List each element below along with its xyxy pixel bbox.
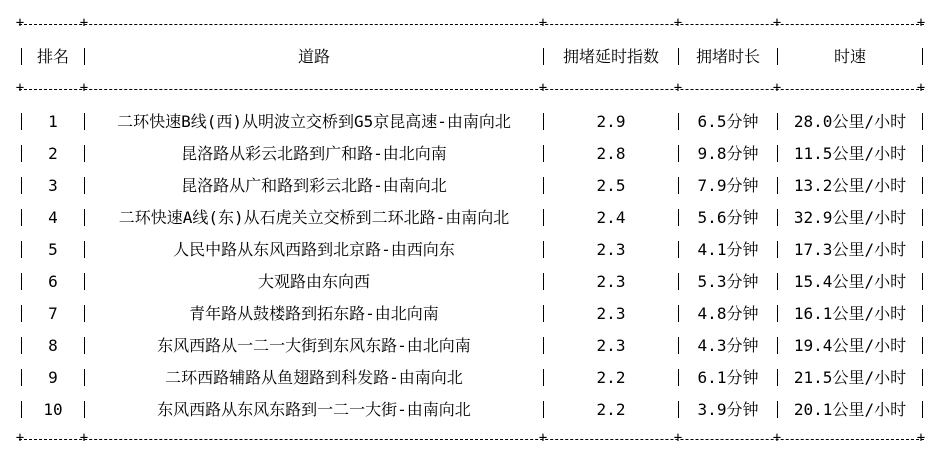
corner-plus: + xyxy=(79,430,89,446)
road-cell: 大观路由东向西 xyxy=(257,272,370,291)
table-row xyxy=(0,394,941,426)
table-row xyxy=(0,106,941,138)
corner-plus: + xyxy=(79,15,89,31)
rank-cell: 5 xyxy=(48,240,58,259)
column-divider xyxy=(922,209,923,226)
table-row xyxy=(0,330,941,362)
duration-cell: 6.1分钟 xyxy=(697,368,759,387)
speed-cell: 28.0公里/小时 xyxy=(793,112,907,131)
delay-index-cell: 2.9 xyxy=(596,112,626,131)
bottom-border xyxy=(15,430,926,453)
rank-cell: 3 xyxy=(48,176,58,195)
column-divider xyxy=(922,48,923,65)
rank-cell: 8 xyxy=(48,336,58,355)
speed-cell: 19.4公里/小时 xyxy=(793,336,907,355)
road-cell: 青年路从鼓楼路到拓东路-由北向南 xyxy=(189,304,439,323)
delay-index-cell: 2.2 xyxy=(596,368,626,387)
speed-cell: 17.3公里/小时 xyxy=(793,240,907,259)
road-cell: 二环快速B线(西)从明波立交桥到G5京昆高速-由南向北 xyxy=(117,112,511,131)
header-row xyxy=(0,41,941,73)
duration-cell: 4.3分钟 xyxy=(697,336,759,355)
delay-index-cell: 2.8 xyxy=(596,144,626,163)
duration-cell: 9.8分钟 xyxy=(697,144,759,163)
dashed-line xyxy=(19,24,924,25)
column-divider xyxy=(922,241,923,258)
corner-plus: + xyxy=(15,15,25,31)
duration-cell: 5.3分钟 xyxy=(697,272,759,291)
speed-cell: 11.5公里/小时 xyxy=(793,144,907,163)
column-divider xyxy=(922,337,923,354)
delay-index-cell: 2.3 xyxy=(596,304,626,323)
duration-cell: 6.5分钟 xyxy=(697,112,759,131)
table-row xyxy=(0,138,941,170)
corner-plus: + xyxy=(916,430,926,446)
duration-cell: 3.9分钟 xyxy=(697,400,759,419)
duration-cell: 5.6分钟 xyxy=(697,208,759,227)
delay-index-cell: 2.5 xyxy=(596,176,626,195)
rank-cell: 9 xyxy=(48,368,58,387)
corner-plus: + xyxy=(772,15,782,31)
table-row xyxy=(0,170,941,202)
table-row xyxy=(0,202,941,234)
rank-cell: 4 xyxy=(48,208,58,227)
delay-index-cell: 拥堵延时指数 xyxy=(562,47,659,66)
speed-cell: 13.2公里/小时 xyxy=(793,176,907,195)
road-cell: 东风西路从一二一大街到东风东路-由北向南 xyxy=(157,336,471,355)
table-row xyxy=(0,362,941,394)
road-cell: 昆洛路从彩云北路到广和路-由北向南 xyxy=(181,144,447,163)
table-row xyxy=(0,234,941,266)
rank-cell: 6 xyxy=(48,272,58,291)
column-divider xyxy=(922,177,923,194)
rank-cell: 7 xyxy=(48,304,58,323)
table-row xyxy=(0,266,941,298)
corner-plus: + xyxy=(772,430,782,446)
road-cell: 二环西路辅路从鱼翅路到科发路-由南向北 xyxy=(165,368,463,387)
road-cell: 二环快速A线(东)从石虎关立交桥到二环北路-由南向北 xyxy=(118,208,510,227)
road-cell: 东风西路从东风东路到一二一大街-由南向北 xyxy=(157,400,471,419)
speed-cell: 时速 xyxy=(833,47,866,66)
corner-plus: + xyxy=(673,80,683,96)
rank-cell: 10 xyxy=(43,400,63,419)
column-divider xyxy=(922,305,923,322)
column-divider xyxy=(922,273,923,290)
corner-plus: + xyxy=(916,80,926,96)
table-row xyxy=(0,298,941,330)
header-separator xyxy=(15,80,926,103)
corner-plus: + xyxy=(79,80,89,96)
dashed-line xyxy=(19,89,924,90)
rank-cell: 排名 xyxy=(36,47,69,66)
corner-plus: + xyxy=(15,430,25,446)
top-border xyxy=(15,15,926,38)
road-cell: 人民中路从东风西路到北京路-由西向东 xyxy=(173,240,455,259)
road-cell: 道路 xyxy=(297,47,330,66)
corner-plus: + xyxy=(538,15,548,31)
column-divider xyxy=(922,401,923,418)
corner-plus: + xyxy=(538,430,548,446)
delay-index-cell: 2.4 xyxy=(596,208,626,227)
speed-cell: 15.4公里/小时 xyxy=(793,272,907,291)
corner-plus: + xyxy=(673,15,683,31)
column-divider xyxy=(922,369,923,386)
dashed-line xyxy=(19,439,924,440)
duration-cell: 4.8分钟 xyxy=(697,304,759,323)
duration-cell: 4.1分钟 xyxy=(697,240,759,259)
column-divider xyxy=(922,145,923,162)
corner-plus: + xyxy=(673,430,683,446)
corner-plus: + xyxy=(15,80,25,96)
road-cell: 昆洛路从广和路到彩云北路-由南向北 xyxy=(181,176,447,195)
delay-index-cell: 2.3 xyxy=(596,336,626,355)
duration-cell: 7.9分钟 xyxy=(697,176,759,195)
rank-cell: 1 xyxy=(48,112,58,131)
delay-index-cell: 2.3 xyxy=(596,272,626,291)
speed-cell: 16.1公里/小时 xyxy=(793,304,907,323)
corner-plus: + xyxy=(916,15,926,31)
duration-cell: 拥堵时长 xyxy=(695,47,760,66)
corner-plus: + xyxy=(772,80,782,96)
speed-cell: 32.9公里/小时 xyxy=(793,208,907,227)
rank-cell: 2 xyxy=(48,144,58,163)
corner-plus: + xyxy=(538,80,548,96)
delay-index-cell: 2.2 xyxy=(596,400,626,419)
delay-index-cell: 2.3 xyxy=(596,240,626,259)
column-divider xyxy=(922,113,923,130)
speed-cell: 21.5公里/小时 xyxy=(793,368,907,387)
speed-cell: 20.1公里/小时 xyxy=(793,400,907,419)
